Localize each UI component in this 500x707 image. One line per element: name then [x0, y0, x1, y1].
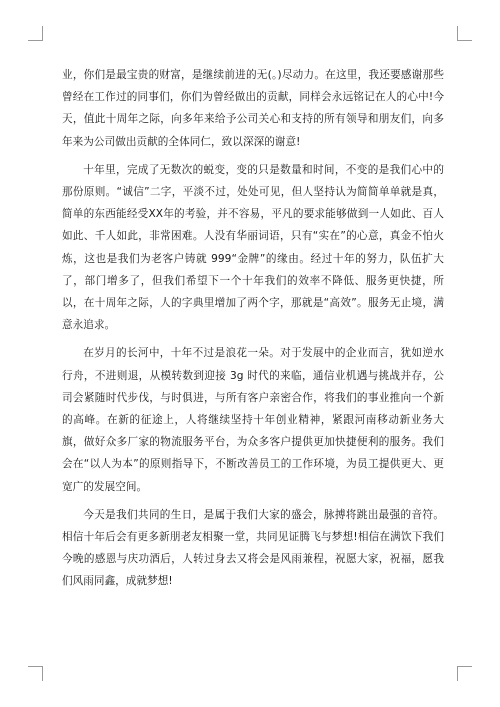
crop-mark-bottom-right: [457, 666, 472, 681]
paragraph-1: 业，你们是最宝贵的财富，是继续前进的无(。)尽动力。在这里，我还要感谢那些曾经在工作过的同事们，你们为曾经做出的贡献，同样会永远铭记在人的心中!今天，值此十周年之际，向多年来给予公司关心和支持的所有领导和朋友们，向多年来为公司做出贡献的全体同仁，致以深深的谢意!: [62, 69, 444, 148]
crop-mark-top-right: [457, 26, 472, 41]
crop-mark-top-left: [28, 26, 43, 41]
paragraph-3: 在岁月的长河中，十年不过是浪花一朵。对于发展中的企业而言，犹如逆水行舟，不进则退，从模转数到迎接 3g 时代的来临，通信业机遇与挑战并存，公司会紧随时代步伐，与时俱进，与所有客户亲密合作，将我们的事业推向一个新的高峰。在新的征途上，人将继续坚持十年创业精神，紧跟河南移动新业务大旗，做好众多厂家的物流服务平台，为众多客户提供更加快捷便利的服务。我们会在“以人为本”的原则指导下，不断改善员工的工作环境，为员工提供更大、更宽广的发展空间。: [62, 347, 444, 493]
document-body: [62, 64, 444, 599]
crop-mark-bottom-left: [28, 666, 43, 681]
paragraph-2: 十年里，完成了无数次的蜕变，变的只是数量和时间，不变的是我们心中的那份原则。“诚信”二字，平淡不过，处处可见，但人坚持认为简简单单就是真，简单的东西能经受XX年的考验，并不容易，平凡的要求能够做到一人如此、百人如此、千人如此，非常困难。人没有华丽词语，只有“实在”的心意，真金不怕火炼，这也是我们为老客户铸就 999“金牌”的缘由。经过十年的努力，队伍扩大了，部门增多了，但我们希望下一个十年我们的效率不降低、服务更快捷，所以，在十周年之际，人的字典里增加了两个字，那就是“高效”。服务无止境，满意永追求。: [62, 163, 444, 332]
paragraph-4: 今天是我们共同的生日，是属于我们大家的盛会，脉搏将跳出最强的音符。相信十年后会有更多新朋老友相聚一堂，共同见证腾飞与梦想!相信在满饮下我们今晚的感恩与庆功酒后，人转过身去又将会是风雨兼程，祝愿大家，祝福，愿我们风雨同鑫，成就梦想!: [62, 508, 444, 588]
